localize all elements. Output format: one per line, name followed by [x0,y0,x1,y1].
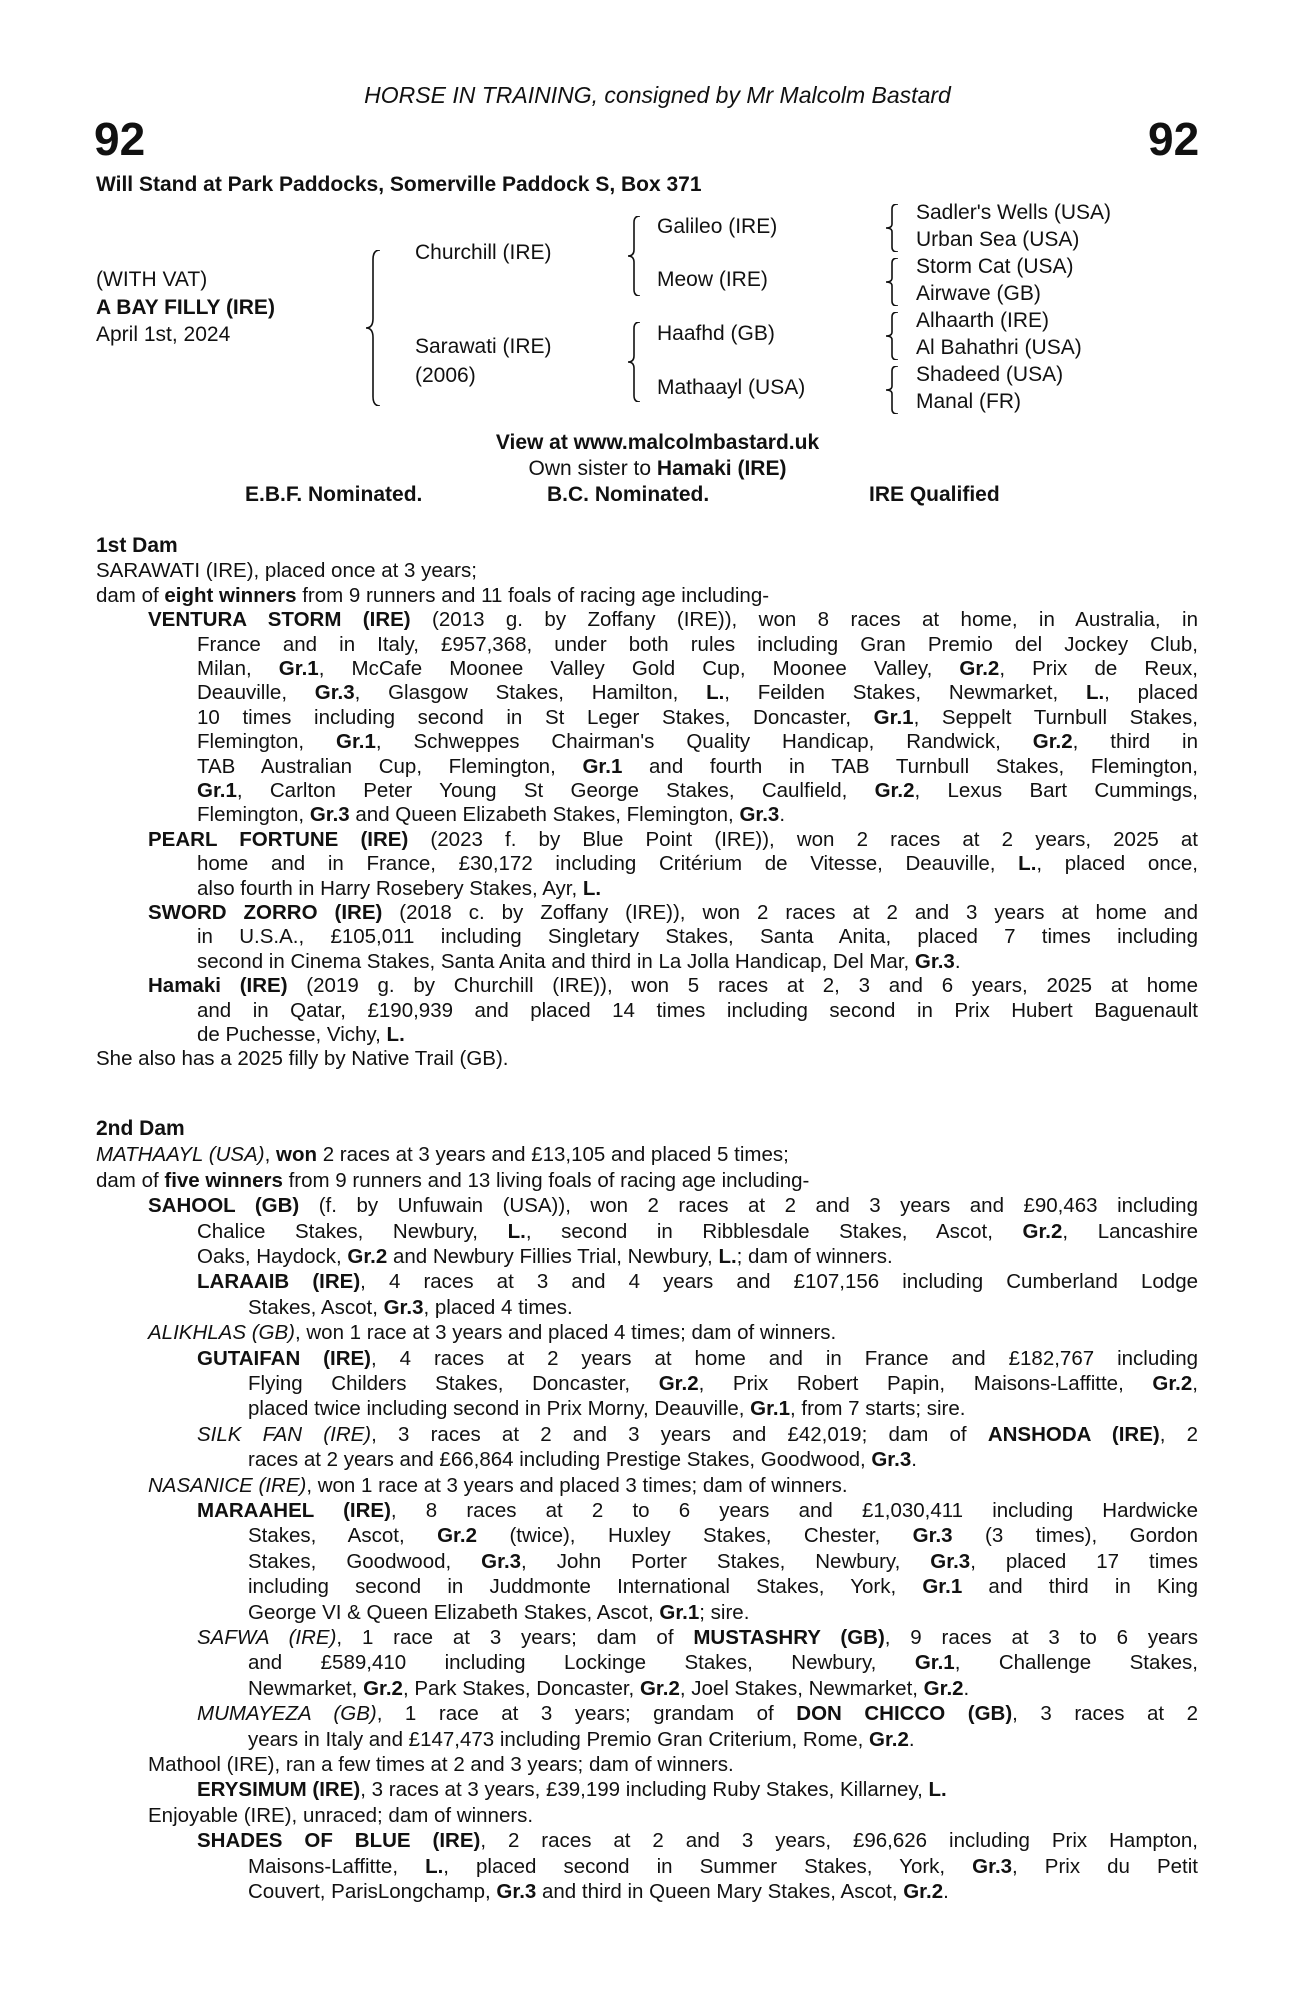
entry-line: Couvert, ParisLongchamp, Gr.3 and third in Queen Mary Stakes, Ascot, Gr.2. [248,1880,949,1903]
entry-line: home and in France, £30,172 including Critérium de Vitesse, Deauville, L., placed once, [197,852,1198,876]
entry-line: dam of five winners from 9 runners and 13 living foals of racing age including- [96,1168,810,1192]
entry-line: Hamaki (IRE) (2019 g. by Churchill (IRE)), won 5 races at 2, 3 and 6 years, 2025 at home [148,974,1198,998]
entry-line: France and in Italy, £957,368, under both rules including Gran Premio del Jockey Club, [197,632,1198,656]
entry-line: PEARL FORTUNE (IRE) (2023 f. by Blue Point (IRE)), won 2 races at 2 years, 2025 at [148,827,1198,851]
ancestor: Storm Cat (USA) [916,255,1074,278]
entry-line: de Puchesse, Vichy, L. [197,1023,405,1046]
grandsire-paternal: Galileo (IRE) [657,215,778,238]
entry-line: Mathool (IRE), ran a few times at 2 and 3 years; dam of winners. [148,1753,734,1776]
entry-line: SWORD ZORRO (IRE) (2018 c. by Zoffany (IRE)), won 2 races at 2 and 3 years at home and [148,901,1198,924]
entry-line: and in Qatar, £190,939 and placed 14 times including second in Prix Hubert Baguenault [197,998,1198,1022]
entry-line: SHADES OF BLUE (IRE), 2 races at 2 and 3 years, £96,626 including Prix Hampton, [197,1829,1198,1853]
entry-line: MARAAHEL (IRE), 8 races at 2 to 6 years and £1,030,411 including Hardwicke [197,1499,1198,1522]
ancestor: Sadler's Wells (USA) [916,201,1111,224]
entry-line: SARAWATI (IRE), placed once at 3 years; [96,559,477,583]
ancestor-bracket [886,366,898,414]
dam-year: (2006) [415,364,476,387]
own-sister-name: Hamaki (IRE) [656,457,787,480]
entry-line: ERYSIMUM (IRE), 3 races at 3 years, £39,199 including Ruby Stakes, Killarney, L. [197,1778,947,1802]
entry-line: Flemington, Gr.1, Schweppes Chairman's Quality Handicap, Randwick, Gr.2, third in [197,730,1198,754]
entry-line: second in Cinema Stakes, Santa Anita and third in La Jolla Handicap, Del Mar, Gr.3. [197,949,961,973]
grandsire-maternal: Haafhd (GB) [657,322,775,345]
entry-line: VENTURA STORM (IRE) (2013 g. by Zoffany (IRE)), won 8 races at home, in Australia, in [148,608,1198,632]
granddam-paternal: Meow (IRE) [657,268,768,291]
entry-line: Gr.1, Carlton Peter Young St George Stakes, Caulfield, Gr.2, Lexus Bart Cummings, [197,779,1198,802]
entry-line: races at 2 years and £66,864 including Prestige Stakes, Goodwood, Gr.3. [248,1448,917,1472]
entry-line: Chalice Stakes, Newbury, L., second in Ribblesdale Stakes, Ascot, Gr.2, Lancashire [197,1219,1198,1243]
catalogue-header: HORSE IN TRAINING, consigned by Mr Malcolm Bastard [364,82,951,108]
ancestor: Manal (FR) [916,390,1022,413]
entry-line: MUMAYEZA (GB), 1 race at 3 years; grandam of DON CHICCO (GB), 3 races at 2 [197,1702,1199,1726]
entry-line: George VI & Queen Elizabeth Stakes, Ascot, Gr.1; sire. [248,1600,750,1624]
lot-number-left: 92 [94,113,146,165]
entry-line: placed twice including second in Prix Morny, Deauville, Gr.1, from 7 starts; sire. [248,1397,966,1421]
dam-bracket [628,322,640,402]
ancestor-bracket [886,204,898,252]
entry-line: Maisons-Laffitte, L., placed second in Summer Stakes, York, Gr.3, Prix du Petit [248,1854,1198,1878]
sire: Churchill (IRE) [415,241,552,264]
second-dam-title: 2nd Dam [96,1117,185,1140]
ebf-nominated: E.B.F. Nominated. [245,483,423,506]
lot-number-right: 92 [1148,113,1200,165]
entry-line: Stakes, Goodwood, Gr.3, John Porter Stakes, Newbury, Gr.3, placed 17 times [248,1549,1198,1573]
entry-line: 10 times including second in St Leger Stakes, Doncaster, Gr.1, Seppelt Turnbull Stakes, [197,705,1198,729]
entry-line: years in Italy and £147,473 including Premio Gran Criterium, Rome, Gr.2. [248,1727,915,1751]
entry-line: Flying Childers Stakes, Doncaster, Gr.2, Prix Robert Papin, Maisons-Laffitte, Gr.2, [248,1372,1198,1395]
entry-line: Stakes, Ascot, Gr.3, placed 4 times. [248,1295,573,1319]
granddam-maternal: Mathaayl (USA) [657,376,806,399]
entry-line: SILK FAN (IRE), 3 races at 2 and 3 years and £42,019; dam of ANSHODA (IRE), 2 [197,1422,1199,1446]
ancestor: Alhaarth (IRE) [916,309,1050,332]
entry-line: TAB Australian Cup, Flemington, Gr.1 and fourth in TAB Turnbull Stakes, Flemington, [197,754,1198,778]
entry-line: Stakes, Ascot, Gr.2 (twice), Huxley Stakes, Chester, Gr.3 (3 times), Gordon [248,1524,1199,1548]
entry-line: GUTAIFAN (IRE), 4 races at 2 years at home and in France and £182,767 including [197,1346,1198,1370]
pedigree-bracket [366,250,380,406]
dam: Sarawati (IRE) [415,335,552,358]
sire-bracket [628,216,640,296]
entry-line: Flemington, Gr.3 and Queen Elizabeth Stakes, Flemington, Gr.3. [197,803,786,827]
horse-name: A BAY FILLY (IRE) [96,296,275,319]
entry-line: MATHAAYL (USA), won 2 races at 3 years and £13,105 and placed 5 times; [96,1143,789,1167]
ancestor: Urban Sea (USA) [916,228,1080,251]
ancestor: Shadeed (USA) [916,363,1064,386]
entry-line: LARAAIB (IRE), 4 races at 3 and 4 years and £107,156 including Cumberland Lodge [197,1270,1199,1294]
entry-line: Oaks, Haydock, Gr.2 and Newbury Fillies Trial, Newbury, L.; dam of winners. [197,1245,893,1268]
ire-qualified: IRE Qualified [869,483,1000,506]
own-sister-note [0,457,1315,481]
ancestor: Airwave (GB) [916,282,1041,305]
entry-line: Newmarket, Gr.2, Park Stakes, Doncaster, Gr.2, Joel Stakes, Newmarket, Gr.2. [248,1676,970,1700]
entry-line: NASANICE (IRE), won 1 race at 3 years and placed 3 times; dam of winners. [148,1473,848,1497]
ancestor-bracket [886,312,898,360]
entry-line: She also has a 2025 filly by Native Trail (GB). [96,1047,509,1071]
vat-note: (WITH VAT) [96,268,208,291]
entry-line: in U.S.A., £105,011 including Singletary Stakes, Santa Anita, placed 7 times including [197,925,1198,949]
stand-location: Will Stand at Park Paddocks, Somerville Paddock S, Box 371 [96,173,702,196]
own-sister-prefix: Own sister to [528,457,657,480]
first-dam-title: 1st Dam [96,534,178,557]
entry-line: SAHOOL (GB) (f. by Unfuwain (USA)), won 2 races at 2 and 3 years and £90,463 including [148,1194,1198,1218]
entry-line: Enjoyable (IRE), unraced; dam of winners. [148,1803,534,1827]
ancestor: Al Bahathri (USA) [916,336,1082,359]
date-of-birth: April 1st, 2024 [96,323,231,346]
entry-line: SAFWA (IRE), 1 race at 3 years; dam of MUSTASHRY (GB), 9 races at 3 to 6 years [197,1626,1198,1649]
entry-line: including second in Juddmonte International Stakes, York, Gr.1 and third in King [248,1575,1198,1599]
entry-line: Deauville, Gr.3, Glasgow Stakes, Hamilton, L., Feilden Stakes, Newmarket, L., placed [197,681,1199,705]
bc-nominated: B.C. Nominated. [547,483,710,506]
view-link[interactable]: View at www.malcolmbastard.uk [495,431,820,454]
ancestor-bracket [886,258,898,306]
entry-line: dam of eight winners from 9 runners and 11 foals of racing age including- [96,583,770,607]
entry-line: Milan, Gr.1, McCafe Moonee Valley Gold Cup, Moonee Valley, Gr.2, Prix de Reux, [197,657,1198,680]
entry-line: ALIKHLAS (GB), won 1 race at 3 years and placed 4 times; dam of winners. [148,1321,837,1345]
entry-line: also fourth in Harry Rosebery Stakes, Ayr, L. [197,876,602,900]
entry-line: and £589,410 including Lockinge Stakes, Newbury, Gr.1, Challenge Stakes, [248,1651,1198,1675]
